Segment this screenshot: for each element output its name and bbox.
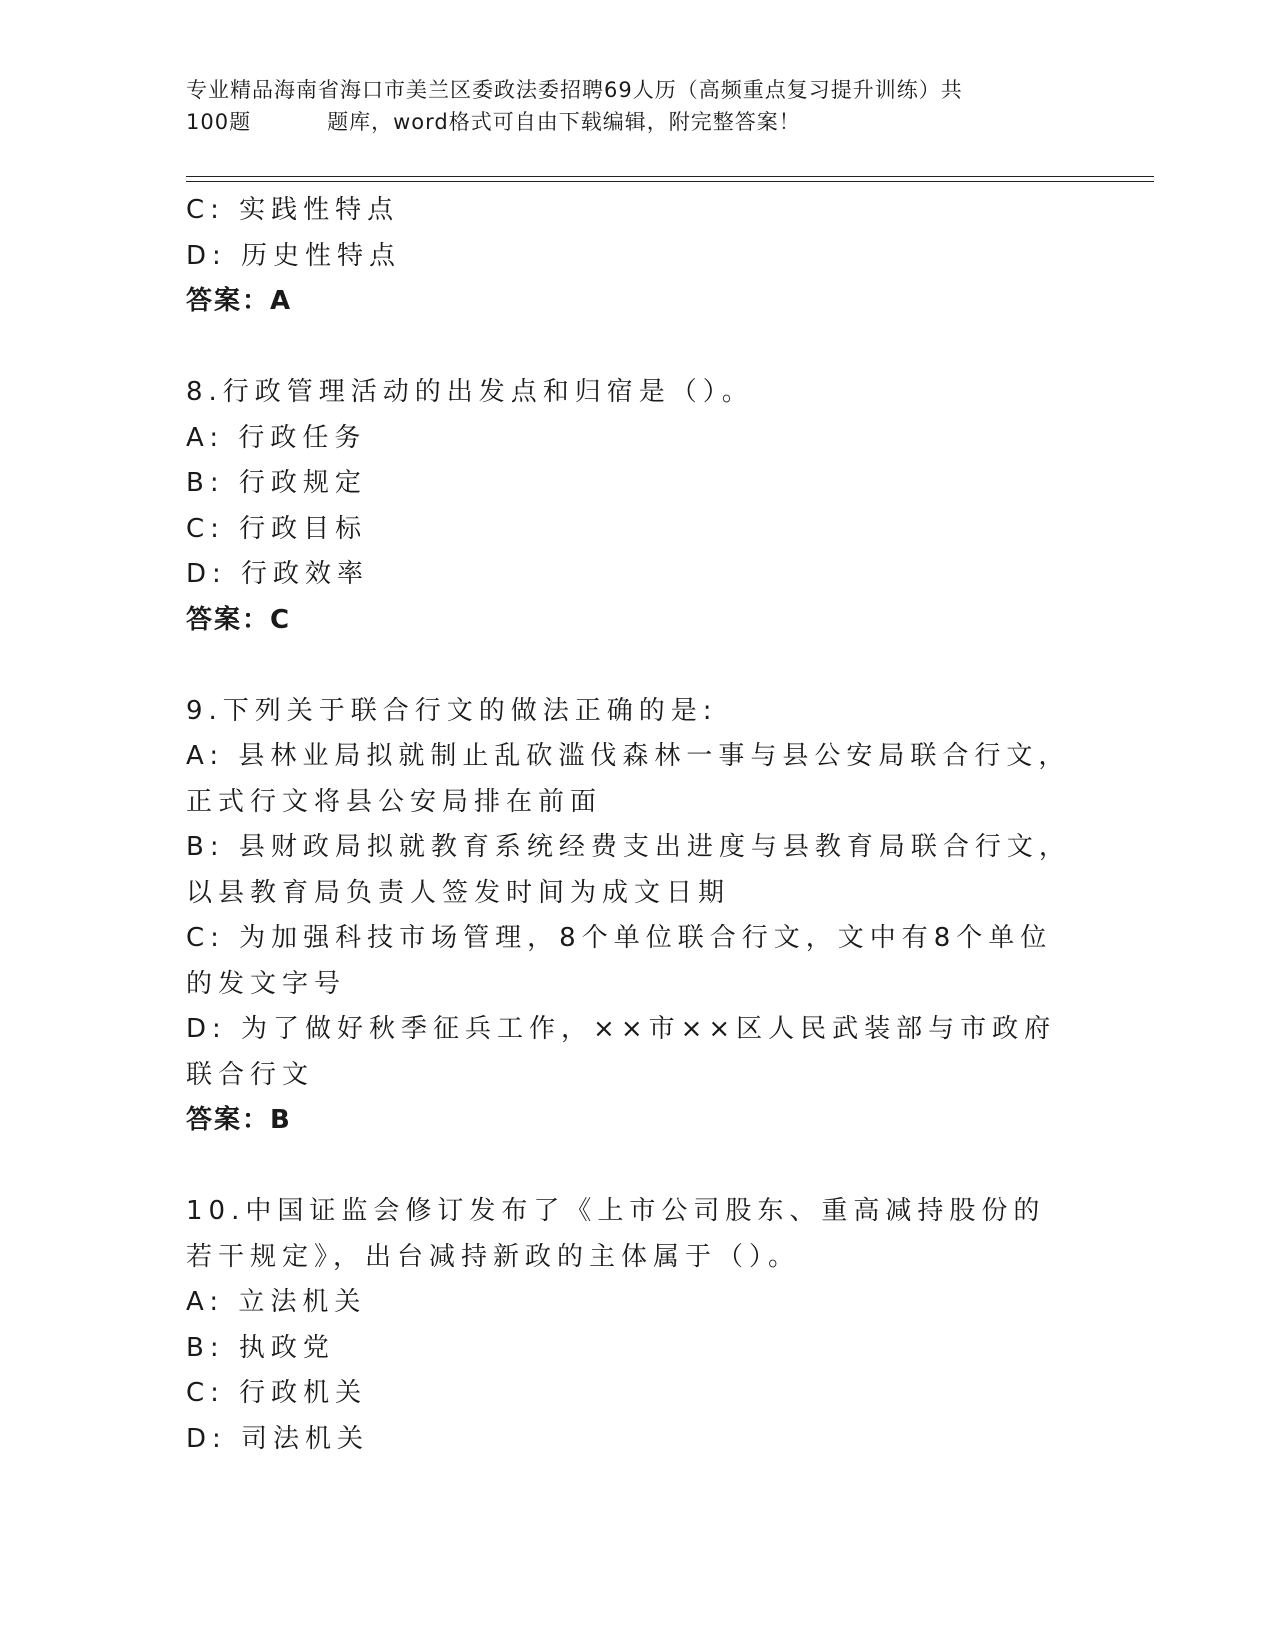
header-rule-top bbox=[186, 176, 1154, 177]
option-b: B: 县财政局拟就教育系统经费支出进度与县教育局联合行文，以县教育局负责人签发时间为成文日期 bbox=[186, 832, 1071, 908]
option-b: B: 行政规定 bbox=[186, 468, 367, 498]
option-a: A: 县林业局拟就制止乱砍滥伐森林一事与县公安局联合行文，正式行文将县公安局排在前面 bbox=[186, 741, 1071, 817]
header-rule-bottom bbox=[186, 181, 1154, 182]
header-count: 100题 bbox=[186, 110, 252, 134]
option-d: D: 为了做好秋季征兵工作，××市××区人民武装部与市政府联合行文 bbox=[186, 1014, 1057, 1090]
option-d: D: 司法机关 bbox=[186, 1423, 370, 1454]
question-10 bbox=[186, 1189, 1076, 1462]
answer-line: 答案：B bbox=[186, 1105, 292, 1135]
question-list bbox=[186, 188, 1076, 1462]
option-c: C: 为加强科技市场管理，8个单位联合行文，文中有8个单位的发文字号 bbox=[186, 923, 1053, 999]
question-7 bbox=[186, 188, 1076, 325]
question-text: 10.中国证监会修订发布了《上市公司股东、重高减持股份的若干规定》，出台减持新政的主体属于（）。 bbox=[186, 1196, 1046, 1272]
option-a: A: 立法机关 bbox=[186, 1287, 367, 1317]
option-c: C: 实践性特点 bbox=[186, 195, 400, 225]
page-header bbox=[186, 74, 1086, 138]
option-c: C: 行政机关 bbox=[186, 1378, 368, 1408]
question-text: 9.下列关于联合行文的做法正确的是: bbox=[186, 695, 718, 726]
header-title-line1: 专业精品海南省海口市美兰区委政法委招聘69人历（高频重点复习提升训练）共 bbox=[186, 78, 963, 102]
option-b: B: 执政党 bbox=[186, 1332, 335, 1363]
option-d: D: 行政效率 bbox=[186, 559, 370, 589]
header-description: 题库，word格式可自由下载编辑，附完整答案！ bbox=[327, 110, 801, 134]
question-text: 8.行政管理活动的出发点和归宿是（）。 bbox=[186, 377, 754, 407]
question-9 bbox=[186, 689, 1076, 1144]
option-d: D: 历史性特点 bbox=[186, 240, 402, 271]
answer-line: 答案：C bbox=[186, 604, 292, 635]
option-a: A: 行政任务 bbox=[186, 422, 367, 453]
question-8 bbox=[186, 370, 1076, 643]
header-title-line2 bbox=[186, 106, 1086, 138]
option-c: C: 行政目标 bbox=[186, 513, 368, 544]
answer-line: 答案：A bbox=[186, 286, 293, 316]
